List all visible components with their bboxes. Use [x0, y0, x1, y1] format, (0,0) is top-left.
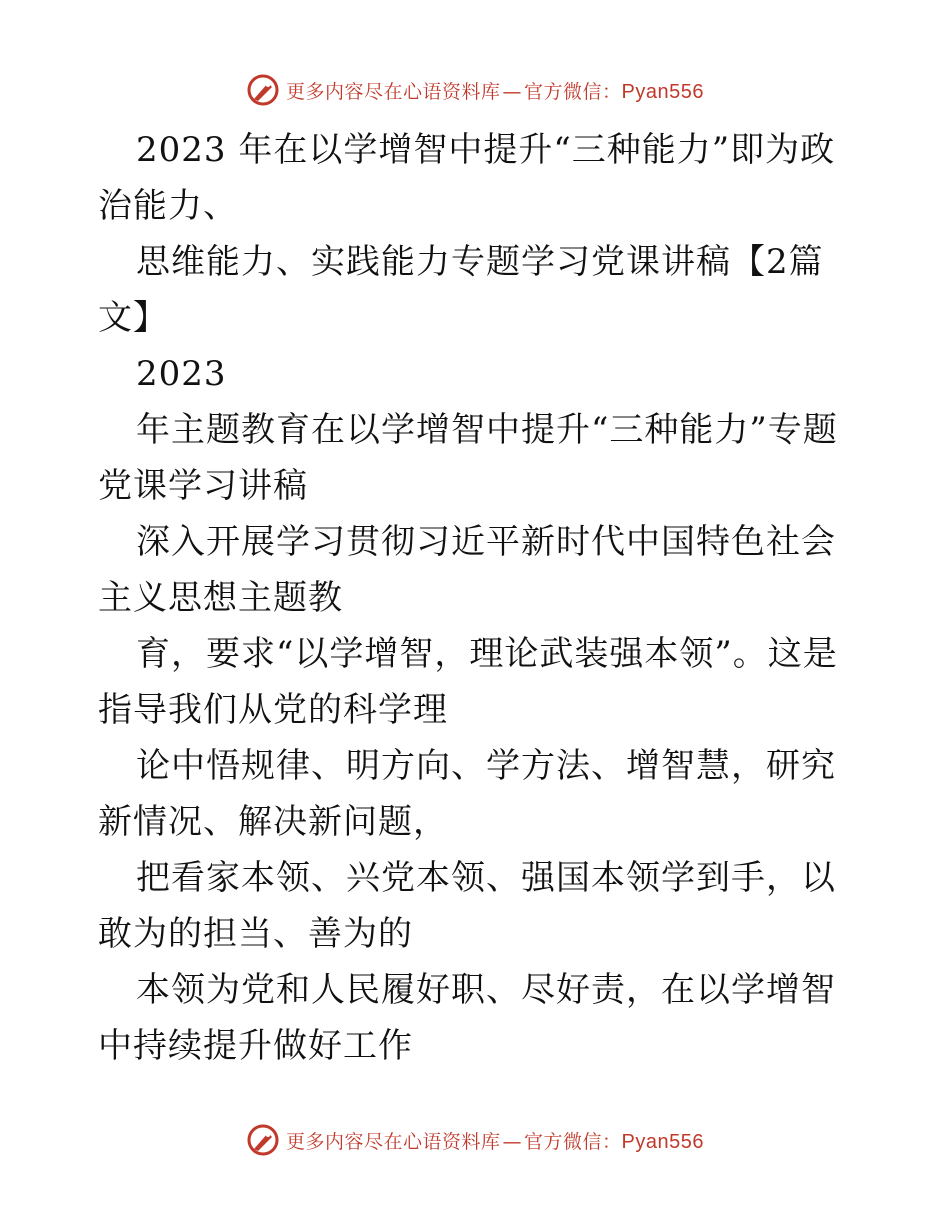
watermark-wechat-id: Pyan556 — [621, 1130, 704, 1153]
paragraph-subtitle: 年主题教育在以学增智中提升“三种能力”专题党课学习讲稿 — [98, 410, 838, 506]
watermark-wechat-id: Pyan556 — [621, 80, 704, 103]
pen-nib-logo-icon — [246, 73, 280, 107]
paragraph-body-5: 本领为党和人民履好职、尽好责，在以学增智中持续提升做好工作 — [98, 970, 836, 1066]
watermark-text — [286, 77, 704, 104]
header-watermark — [0, 70, 950, 110]
watermark-label: 官方微信： — [524, 1130, 622, 1153]
watermark-brand: 更多内容尽在心语资料库 — [286, 80, 501, 103]
paragraph-body-3: 论中悟规律、明方向、学方法、增智慧，研究新情况、解决新问题， — [98, 746, 836, 842]
watermark-brand: 更多内容尽在心语资料库 — [286, 1130, 501, 1153]
paragraph-title-line-1: 2023 年在以学增智中提升“三种能力”即为政治能力、 — [98, 130, 836, 226]
watermark-separator: — — [502, 80, 523, 103]
document-body — [98, 122, 854, 1074]
paragraph-body-2: 育，要求“以学增智，理论武装强本领”。这是指导我们从党的科学理 — [98, 634, 838, 730]
paragraph-year: 2023 — [136, 354, 227, 394]
paragraph-body-4: 把看家本领、兴党本领、强国本领学到手，以敢为的担当、善为的 — [98, 858, 836, 954]
watermark-label: 官方微信： — [524, 80, 622, 103]
watermark-text — [286, 1127, 704, 1154]
pen-nib-logo-icon — [246, 1123, 280, 1157]
paragraph-body-1: 深入开展学习贯彻习近平新时代中国特色社会主义思想主题教 — [98, 522, 836, 618]
footer-watermark — [0, 1120, 950, 1160]
paragraph-title-line-2: 思维能力、实践能力专题学习党课讲稿【2篇文】 — [98, 242, 824, 338]
watermark-separator: — — [502, 1130, 523, 1153]
